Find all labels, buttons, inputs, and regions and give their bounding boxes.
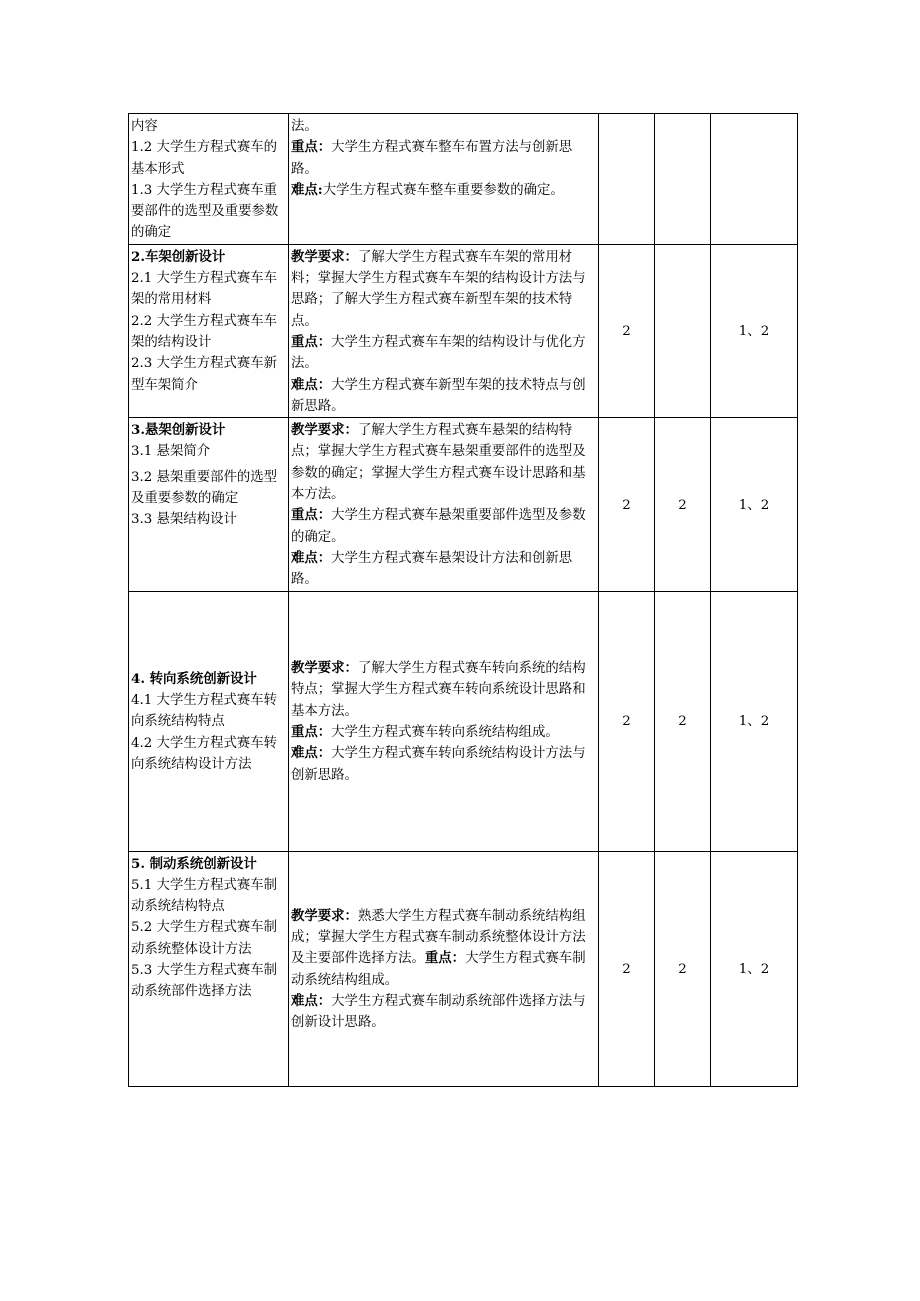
objective-cell bbox=[711, 114, 798, 245]
topic-item: 4.1 大学生方程式赛车转向系统结构特点 bbox=[131, 693, 278, 730]
difficulty-point bbox=[291, 375, 596, 418]
requirement-cell bbox=[289, 418, 599, 591]
key-text: 大学生方程式赛车转向系统结构组成。 bbox=[331, 725, 559, 741]
topic-cell bbox=[129, 591, 289, 851]
table-row bbox=[129, 114, 798, 245]
table-row bbox=[129, 591, 798, 851]
difficulty-label: 难点： bbox=[291, 376, 332, 393]
topic-item: 4.2 大学生方程式赛车转向系统结构设计方法 bbox=[131, 735, 278, 772]
key-point bbox=[291, 332, 596, 375]
topic-title: 4. 转向系统创新设计 bbox=[131, 670, 257, 687]
requirement-text: 了解大学生方程式赛车转向系统的结构特点；掌握大学生方程式赛车转向系统设计思路和基本方法。 bbox=[291, 661, 586, 719]
topic-title: 2.车架创新设计 bbox=[131, 248, 226, 265]
difficulty-label: 难点： bbox=[291, 549, 332, 566]
hours-cell: 2 bbox=[599, 591, 655, 851]
topic-item: 2.1 大学生方程式赛车车架的常用材料 bbox=[131, 271, 278, 308]
difficulty-text: 大学生方程式赛车新型车架的技术特点与创新思路。 bbox=[291, 377, 586, 414]
requirement-text: 法。 bbox=[291, 119, 318, 134]
key-text: 大学生方程式赛车制动系统结构组成。 bbox=[291, 951, 586, 988]
key-label: 重点： bbox=[291, 333, 332, 350]
difficulty-label: 难点： bbox=[291, 745, 332, 762]
hours-cell-2 bbox=[655, 114, 711, 245]
difficulty-text: 大学生方程式赛车制动系统部件选择方法与创新设计思路。 bbox=[291, 993, 586, 1031]
requirement-cell bbox=[289, 591, 599, 851]
requirement-cell bbox=[289, 114, 599, 245]
topic-item: 2.2 大学生方程式赛车车架的结构设计 bbox=[131, 313, 278, 350]
key-label: 重点： bbox=[424, 950, 466, 967]
topic-item: 1.3 大学生方程式赛车重要部件的选型及重要参数的确定 bbox=[131, 182, 279, 241]
requirement-text: 了解大学生方程式赛车悬架的结构特点；掌握大学生方程式赛车悬架重要部件的选型及参数的确定；掌握大学生方程式赛车设计思路和基本方法。 bbox=[291, 423, 586, 503]
topic-item: 5.1 大学生方程式赛车制动系统结构特点 bbox=[131, 877, 278, 915]
requirement-cell bbox=[289, 244, 599, 417]
difficulty-point bbox=[291, 548, 596, 591]
topic-item: 3.1 悬架简介 bbox=[131, 444, 211, 460]
topic-cell bbox=[129, 851, 289, 1086]
hours-cell-2: 2 bbox=[655, 418, 711, 591]
requirement bbox=[291, 420, 596, 505]
hours-cell-2 bbox=[655, 244, 711, 417]
syllabus-table bbox=[128, 113, 798, 1087]
requirement-label: 教学要求： bbox=[291, 907, 358, 924]
difficulty-text: 大学生方程式赛车整车重要参数的确定。 bbox=[322, 182, 564, 198]
key-text: 大学生方程式赛车悬架重要部件选型及参数的确定。 bbox=[291, 508, 586, 545]
key-point bbox=[291, 505, 596, 548]
topic-item: 5.3 大学生方程式赛车制动系统部件选择方法 bbox=[131, 963, 278, 1000]
requirement-text: 熟悉大学生方程式赛车制动系统结构组成；掌握大学生方程式赛车制动系统整体设计方法及主要部件选择方法。 bbox=[291, 908, 586, 967]
key-label: 重点： bbox=[291, 724, 332, 741]
key-point bbox=[291, 137, 596, 180]
requirement-cell bbox=[289, 851, 599, 1086]
key-label: 重点： bbox=[291, 139, 332, 156]
key-text: 大学生方程式赛车车架的结构设计与优化方法。 bbox=[291, 334, 586, 372]
hours-cell: 2 bbox=[599, 851, 655, 1086]
requirement bbox=[291, 658, 596, 722]
hours-cell bbox=[599, 114, 655, 245]
difficulty-text: 大学生方程式赛车悬架设计方法和创新思路。 bbox=[291, 550, 573, 588]
requirement bbox=[291, 247, 596, 332]
objective-cell: 1、2 bbox=[711, 591, 798, 851]
key-point bbox=[291, 722, 596, 743]
key-label: 重点： bbox=[291, 507, 332, 524]
hours-cell: 2 bbox=[599, 418, 655, 591]
topic-title: 3.悬架创新设计 bbox=[131, 422, 226, 439]
topic-title: 5. 制动系统创新设计 bbox=[131, 855, 257, 872]
difficulty-label: 难点: bbox=[291, 181, 323, 198]
topic-cell bbox=[129, 114, 289, 245]
table-row bbox=[129, 418, 798, 591]
topic-cell bbox=[129, 418, 289, 591]
table-row bbox=[129, 244, 798, 417]
difficulty-point bbox=[291, 991, 596, 1034]
topic-cell bbox=[129, 244, 289, 417]
objective-cell: 1、2 bbox=[711, 418, 798, 591]
hours-cell-2: 2 bbox=[655, 591, 711, 851]
topic-item: 3.3 悬架结构设计 bbox=[131, 512, 237, 528]
requirement bbox=[291, 909, 586, 988]
difficulty-text: 大学生方程式赛车转向系统结构设计方法与创新思路。 bbox=[291, 746, 586, 783]
difficulty-label: 难点： bbox=[291, 992, 332, 1009]
requirement-label: 教学要求： bbox=[291, 422, 358, 439]
difficulty-point bbox=[291, 180, 596, 201]
topic-item: 5.2 大学生方程式赛车制动系统整体设计方法 bbox=[131, 920, 278, 957]
hours-cell: 2 bbox=[599, 244, 655, 417]
difficulty-point bbox=[291, 743, 596, 786]
hours-cell-2: 2 bbox=[655, 851, 711, 1086]
topic-item: 3.2 悬架重要部件的选型及重要参数的确定 bbox=[131, 469, 278, 507]
objective-cell: 1、2 bbox=[711, 244, 798, 417]
topic-item: 2.3 大学生方程式赛车新型车架简介 bbox=[131, 356, 278, 393]
key-text: 大学生方程式赛车整车布置方法与创新思路。 bbox=[291, 140, 573, 177]
requirement-label: 教学要求： bbox=[291, 660, 358, 677]
requirement-label: 教学要求： bbox=[291, 248, 358, 265]
table-row bbox=[129, 851, 798, 1086]
requirement-text: 了解大学生方程式赛车车架的常用材料；掌握大学生方程式赛车车架的结构设计方法与思路；了解大学生方程式赛车新型车架的技术特点。 bbox=[291, 249, 586, 329]
objective-cell: 1、2 bbox=[711, 851, 798, 1086]
topic-title: 内容 bbox=[131, 119, 158, 134]
topic-item: 1.2 大学生方程式赛车的基本形式 bbox=[131, 140, 278, 177]
